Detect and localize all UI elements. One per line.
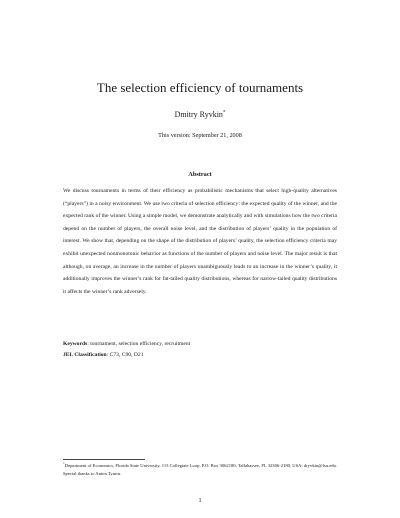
footnote-text: Department of Economics, Florida State University, 113 Collegiate Loop, P.O. Box 3062180, Tallahassee, FL 32306-2180, USA; dryvkin@fsu.edu. Special thanks to Anton Tyurin. (63, 463, 337, 476)
paper-title: The selection efficiency of tournaments (96, 80, 304, 95)
author-footnote-mark: * (222, 110, 226, 116)
jel-line (63, 350, 337, 361)
footnote-mark: * (63, 461, 65, 466)
abstract-body: We discuss tournaments in terms of their efficiency as probabilistic mechanisms that select high-quality alternatives (“players”) in a noisy environment. We use two criteria of selection efficiency: the expected quality of the winner, and the expected rank of the winner. Using a simple model, we demonstrate analytically and with simulations how the two criteria depend on the number of players, the overall noise level, and the distribution of players’ quality in the population of interest. We show that, depending on the shape of the distribution of players’ quality, the selection efficiency criteria may exhibit unexpected nonmonotonic behavior as functions of the number of players and noise level. The major result is that although, on average, an increase in the number of players unambiguously leads to an increase in the winner’s quality, it additionally improves the winner’s rank for fat-tailed quality distributions, whereas for narrow-tailed quality distributions it affects the winner’s rank adversely. (63, 188, 337, 295)
jel-label: JEL Classification (63, 352, 107, 358)
version-date: This version: September 21, 2008 (158, 132, 242, 139)
author-name: Dmitry Ryvkin (174, 110, 223, 119)
footnote-rule (63, 459, 145, 460)
abstract-heading: Abstract (188, 171, 212, 178)
jel-text: : C73, C90, D21 (106, 352, 144, 358)
keywords-label: Keywords (63, 341, 88, 347)
footnote (63, 462, 337, 478)
keywords-line (63, 339, 337, 350)
page-number: 1 (198, 497, 202, 504)
keywords-text: : tournament, selection efficiency, recruitment (87, 341, 191, 347)
author-line (0, 110, 400, 119)
